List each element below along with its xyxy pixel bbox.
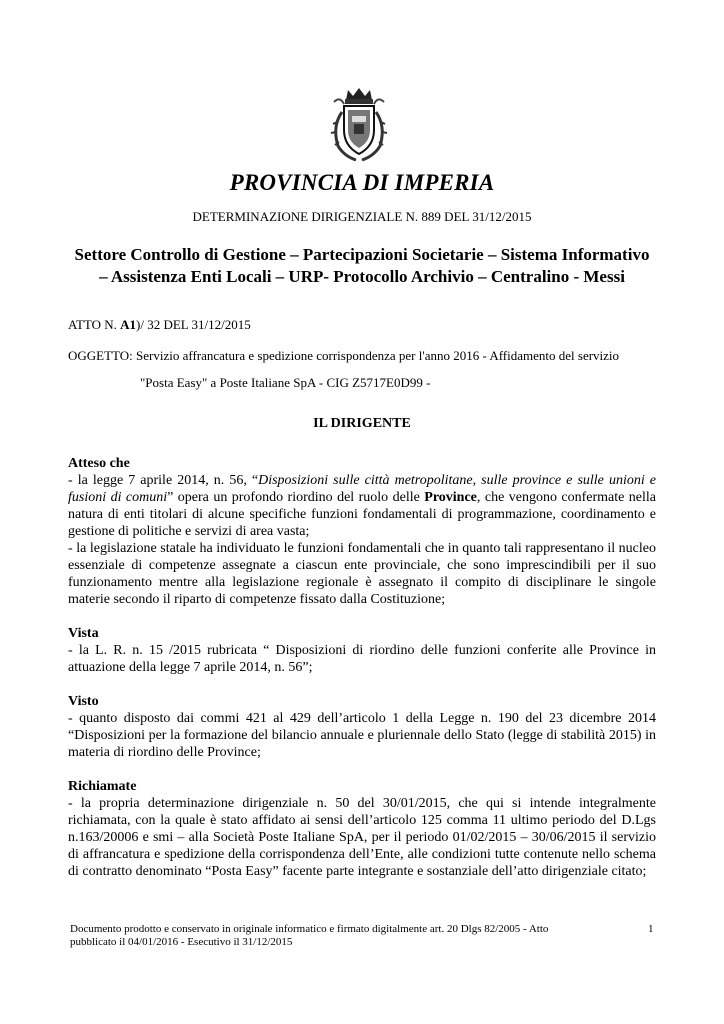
section-heading-atteso: Atteso che: [68, 456, 130, 471]
text-fragment: ” opera un profondo riordino del ruolo delle: [167, 490, 425, 505]
atto-reference: [68, 317, 251, 333]
paragraph-visto-1: - quanto disposto dai commi 421 al 429 dell’articolo 1 della Legge n. 190 del 23 dicembre 2014 “Disposizioni per la formazione del bilancio annuale e pluriennale dello Stato (legge di stabilità 2015) in materia di riordino delle Province;: [68, 711, 656, 760]
paragraph-vista-1: - la L. R. n. 15 /2015 rubricata “ Disposizioni di riordino delle funzioni conferite alle Province in attuazione della legge 7 aprile 2014, n. 56”;: [68, 643, 656, 675]
province-title: PROVINCIA DI IMPERIA: [229, 170, 495, 195]
oggetto-line-1: OGGETTO: Servizio affrancatura e spedizione corrispondenza per l'anno 2016 - Affidamento del servizio: [68, 348, 620, 363]
footer-line-2: pubblicato il 04/01/2016 - Esecutivo il 31/12/2015: [70, 936, 293, 948]
law-title-italic: Disposizioni sulle città metropolitane, sulle province e sulle unioni e fusioni di comuni: [68, 473, 656, 505]
oggetto-line-2: "Posta Easy" a Poste Italiane SpA - CIG Z5717E0D99 -: [140, 375, 431, 390]
paragraph-atteso-2: - la legislazione statale ha individuato le funzioni fondamentali che in quanto tali rappresentano il nucleo essenziale di competenze assegnate a ciascun ente provinciale, che sono imprescindibili per il suo funzionamento mentre alla legislazione regionale è assegnato il compito di disciplinare le singole materie secondo il riparto di competenze fissato dalla Costituzione;: [68, 541, 656, 607]
atto-prefix: ATTO N.: [68, 317, 121, 332]
section-heading-richiamate: Richiamate: [68, 779, 137, 794]
footer-line-1: Documento prodotto e conservato in originale informatico e firmato digitalmente art. 20 Dlgs 82/2005 - Atto: [70, 923, 549, 935]
paragraph-richiamate-1: - la propria determinazione dirigenziale n. 50 del 30/01/2015, che qui si intende integralmente richiamata, con la quale è stato affidato ai sensi dell’articolo 125 comma 11 ultimo periodo del D.Lgs n.163/20006 e smi – alla Società Poste Italiane SpA, per il periodo 01/02/2015 – 30/06/2015 il servizio di affrancatura e spedizione della corrispondenza dell’Ente, alle condizioni tutte contenute nello schema di contratto denominato “Posta Easy” facente parte integrante e sostanziale dell’atto dirigenziale citato;: [68, 796, 656, 879]
province-bold: Province: [424, 490, 477, 505]
section-heading-visto: Visto: [68, 694, 99, 709]
text-fragment: , che vengono confermate nella natura di enti titolari di alcune specifiche funzioni fondamentali di programmazione, coordinamento e gestione di politiche e servizi di area vasta;: [68, 490, 656, 539]
sector-line-1: Settore Controllo di Gestione – Partecipazioni Societarie – Sistema Informativo: [74, 245, 650, 264]
sector-line-2: – Assistenza Enti Locali – URP- Protocollo Archivio – Centralino - Messi: [99, 267, 625, 286]
paragraph-atteso-1: [68, 472, 656, 540]
atto-code: A1: [120, 317, 137, 332]
document-body: [68, 455, 656, 880]
page-number: 1: [648, 923, 654, 935]
text-fragment: - la legge 7 aprile 2014, n. 56, “: [68, 473, 259, 488]
footer-note: [70, 923, 630, 949]
determination-number: DETERMINAZIONE DIRIGENZIALE N. 889 DEL 31/12/2015: [192, 209, 532, 224]
province-crest-icon: [328, 86, 390, 164]
sector-heading: [66, 244, 658, 288]
atto-suffix: )/ 32 DEL 31/12/2015: [136, 317, 251, 332]
oggetto-block: [68, 347, 668, 392]
section-heading-vista: Vista: [68, 626, 99, 641]
il-dirigente-heading: IL DIRIGENTE: [313, 416, 411, 431]
